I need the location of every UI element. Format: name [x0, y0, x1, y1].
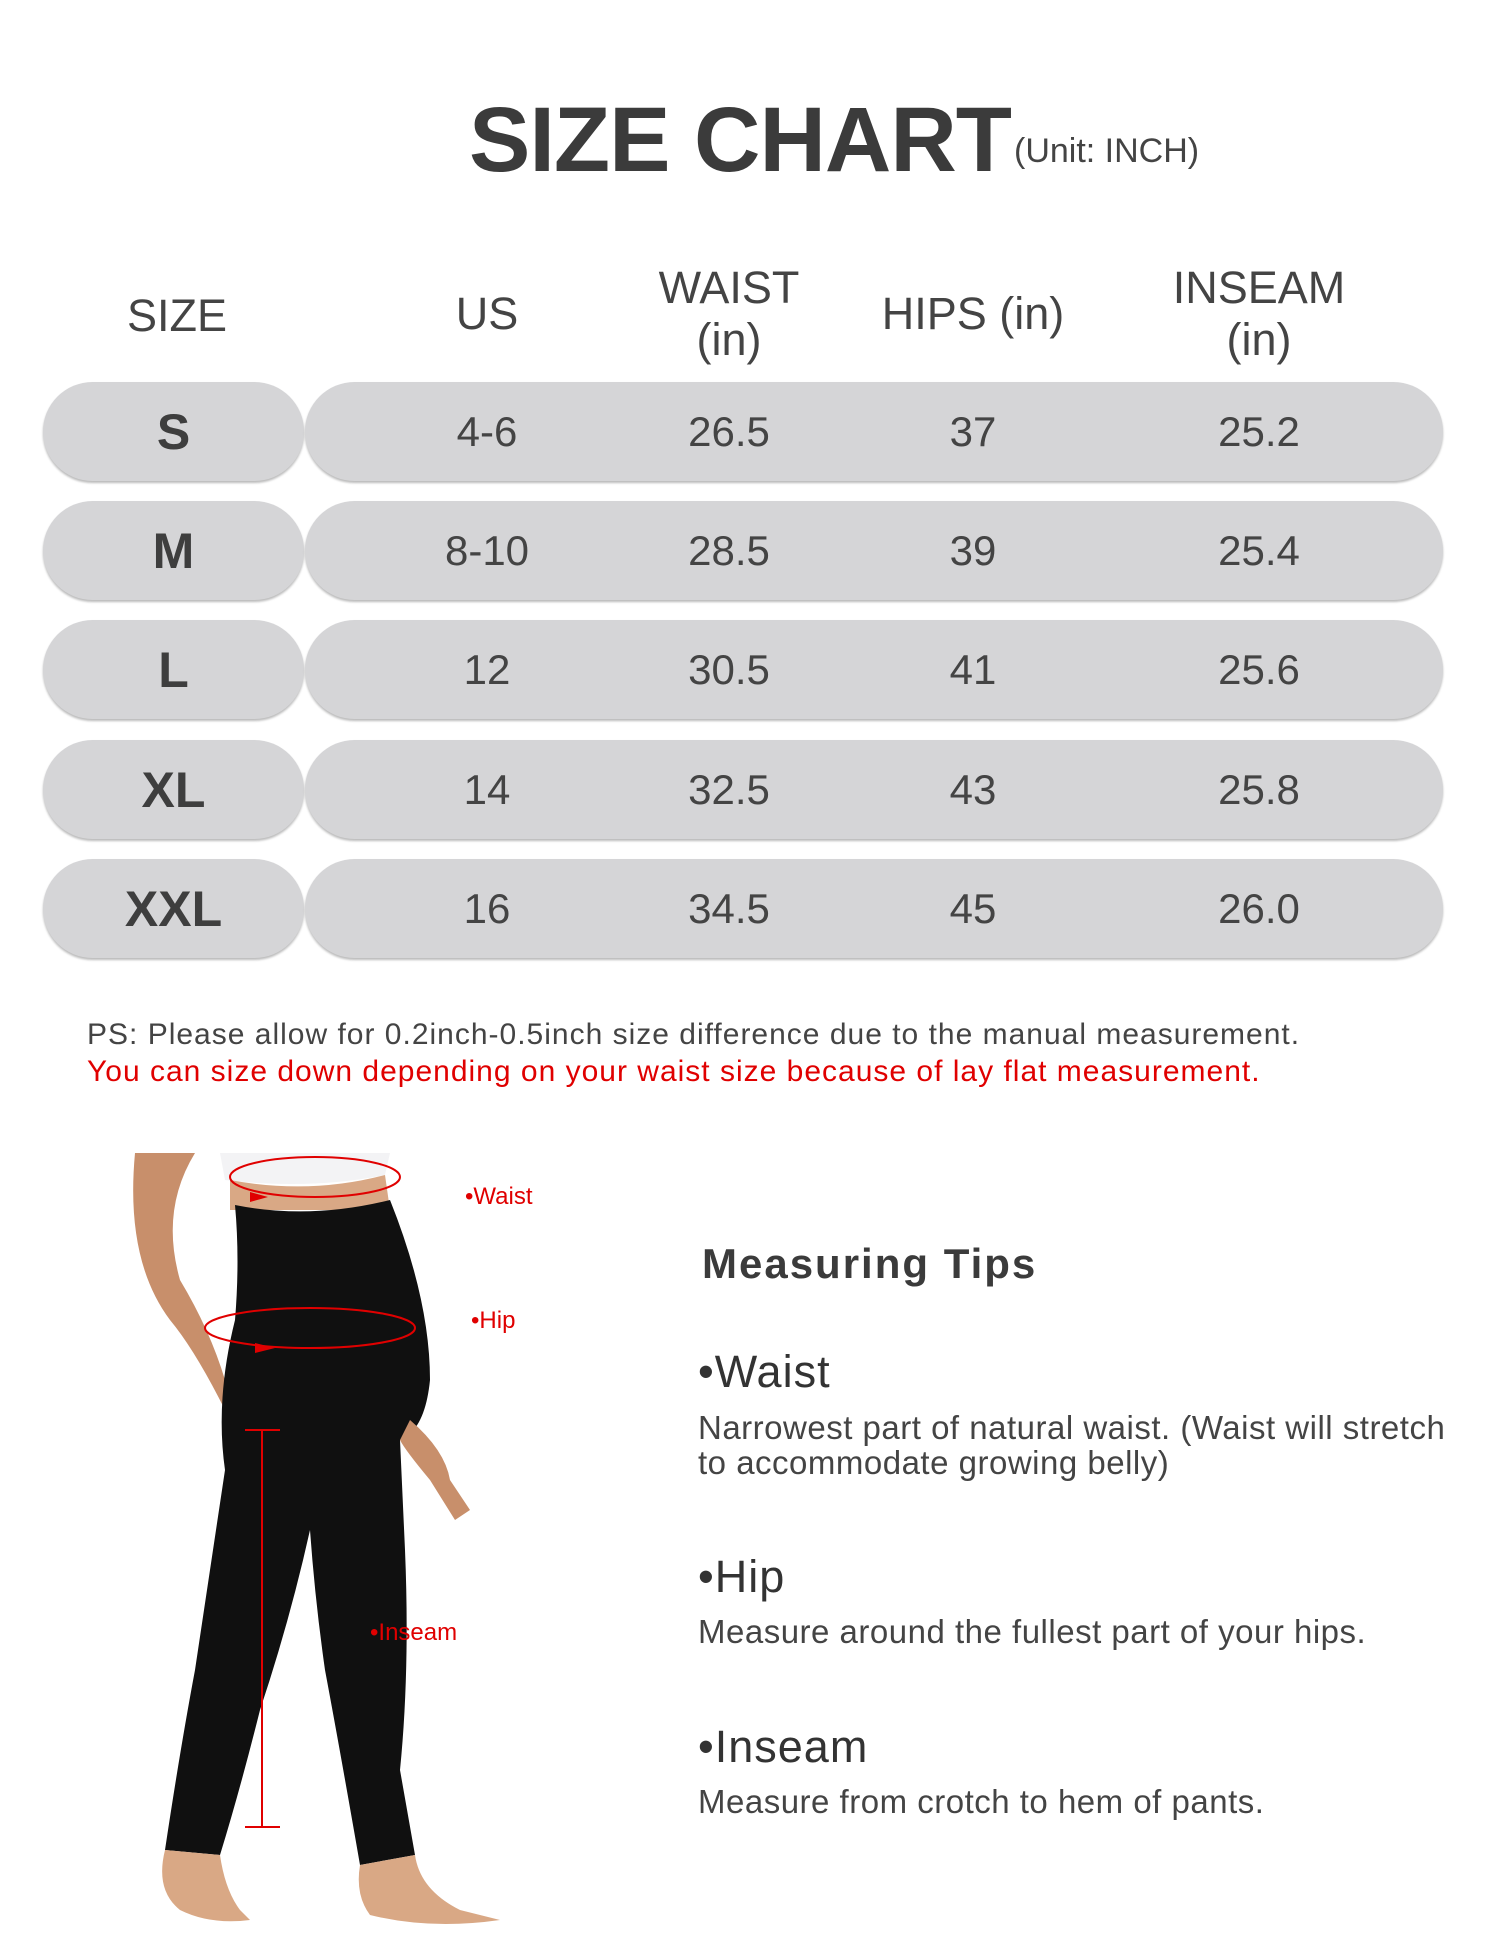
- right-arm: [400, 1420, 470, 1520]
- size-pill: XXL: [43, 859, 304, 958]
- tip-inseam-title: •Inseam: [698, 1721, 869, 1772]
- header-waist: WAIST (in): [658, 262, 800, 365]
- table-row: [305, 501, 1443, 600]
- tip-waist-desc: Narrowest part of natural waist. (Waist will stretch to accommodate growing belly): [698, 1409, 1446, 1481]
- page-title: SIZE CHART: [469, 89, 1011, 191]
- leggings-model-photo: [100, 1150, 560, 1930]
- header-size: SIZE: [126, 290, 228, 341]
- photo-label-waist: •Waist: [465, 1183, 533, 1210]
- cell-us: 14: [463, 766, 511, 813]
- cell-inseam: 25.2: [1218, 408, 1300, 455]
- right-foot: [359, 1855, 500, 1924]
- cell-waist: 30.5: [688, 646, 770, 693]
- photo-label-hip: •Hip: [471, 1307, 516, 1334]
- tip-hip-title: •Hip: [698, 1551, 786, 1602]
- tip-inseam-desc: Measure from crotch to hem of pants.: [698, 1783, 1265, 1820]
- cell-us: 16: [463, 885, 511, 932]
- left-arm: [133, 1153, 240, 1410]
- unit-label: (Unit: INCH): [1014, 132, 1200, 170]
- size-pill: S: [43, 382, 304, 481]
- tip-hip-desc: Measure around the fullest part of your hips.: [698, 1613, 1367, 1650]
- size-pill: XL: [43, 740, 304, 839]
- cell-us: 8-10: [444, 527, 530, 574]
- cell-us: 4-6: [456, 408, 518, 455]
- cell-inseam: 25.8: [1218, 766, 1300, 813]
- tip-waist-title: •Waist: [698, 1346, 831, 1397]
- photo-label-inseam: •Inseam: [370, 1619, 458, 1646]
- table-row: [305, 859, 1443, 958]
- table-row: [305, 382, 1443, 481]
- cell-hips: 45: [949, 885, 997, 932]
- cell-hips: 39: [949, 527, 997, 574]
- cell-us: 12: [463, 646, 511, 693]
- cell-hips: 41: [949, 646, 997, 693]
- header-hips: HIPS (in): [881, 288, 1065, 339]
- cell-inseam: 25.6: [1218, 646, 1300, 693]
- cell-waist: 32.5: [688, 766, 770, 813]
- header-inseam: INSEAM (in): [1172, 262, 1346, 365]
- size-pill: M: [43, 501, 304, 600]
- cell-waist: 34.5: [688, 885, 770, 932]
- cell-hips: 37: [949, 408, 997, 455]
- cell-inseam: 26.0: [1218, 885, 1300, 932]
- tips-heading: Measuring Tips: [702, 1240, 1038, 1287]
- cell-waist: 28.5: [688, 527, 770, 574]
- warning-note: You can size down depending on your waist size because of lay flat measurement.: [87, 1055, 1261, 1088]
- size-pill: L: [43, 620, 304, 719]
- cell-waist: 26.5: [688, 408, 770, 455]
- cell-hips: 43: [949, 766, 997, 813]
- left-foot: [162, 1850, 250, 1921]
- header-us: US: [455, 288, 519, 339]
- ps-note: PS: Please allow for 0.2inch-0.5inch size difference due to the manual measurement.: [87, 1018, 1301, 1051]
- table-row: [305, 620, 1443, 719]
- black-leggings: [165, 1200, 430, 1865]
- table-row: [305, 740, 1443, 839]
- cell-inseam: 25.4: [1218, 527, 1300, 574]
